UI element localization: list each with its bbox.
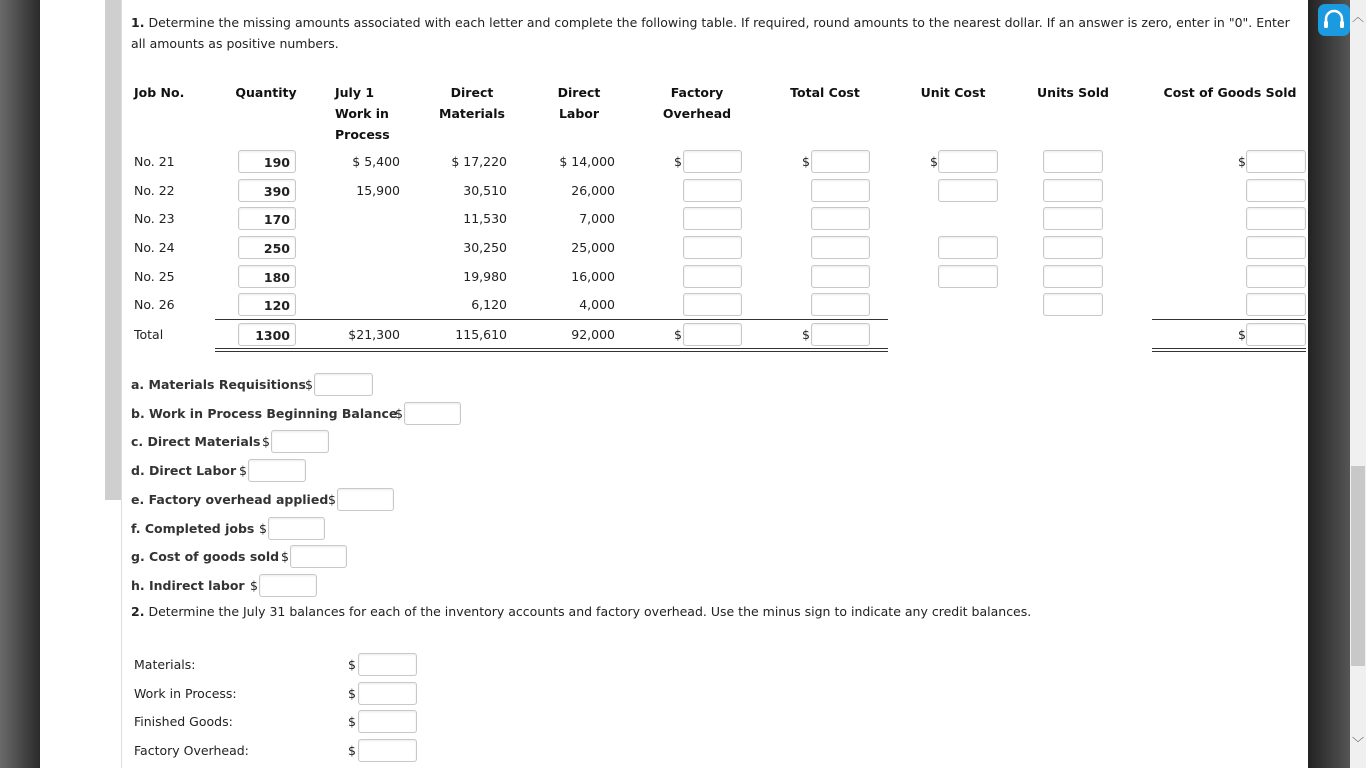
dollar-sign: $: [239, 463, 247, 479]
direct-labor-value: 4,000: [579, 297, 615, 312]
balance-input[interactable]: [358, 710, 417, 733]
column-header: Total Cost: [790, 85, 860, 100]
total-cost-input[interactable]: [811, 179, 870, 202]
question-number: 2.: [131, 604, 145, 619]
column-header: Direct Labor: [557, 85, 601, 121]
total-cost-input[interactable]: [811, 265, 870, 288]
job-number: Total: [134, 327, 164, 342]
cogs-input[interactable]: [1246, 150, 1306, 173]
job-number: No. 21: [134, 154, 175, 169]
answer-label: h. Indirect labor: [131, 577, 245, 593]
direct-labor-value: 16,000: [571, 269, 615, 284]
quantity-input[interactable]: 1300: [238, 323, 296, 346]
direct-materials-value: 115,610: [455, 327, 507, 342]
direct-materials-value: 30,250: [463, 240, 507, 255]
divider: [121, 0, 122, 768]
dollar-sign: $: [305, 377, 313, 392]
units-sold-input[interactable]: [1043, 179, 1103, 202]
dollar-sign: $: [259, 520, 267, 536]
total-rule: [215, 319, 888, 320]
factory-overhead-input[interactable]: [683, 293, 742, 316]
double-rule: [1152, 351, 1306, 352]
total-cost-input[interactable]: [811, 323, 870, 346]
units-sold-input[interactable]: [1043, 150, 1103, 173]
total-rule: [1152, 319, 1306, 320]
answer-label: a. Materials Requisitions: [131, 377, 306, 392]
balance-input[interactable]: [358, 682, 417, 705]
question-1: [131, 12, 1291, 54]
job-number: No. 26: [134, 297, 175, 312]
direct-materials-value: 11,530: [463, 211, 507, 226]
direct-materials-value: 30,510: [463, 183, 507, 198]
dollar-sign: $: [262, 434, 270, 450]
question-text: Determine the missing amounts associated with each letter and complete the following table. If required, round amounts to the nearest dollar. If an answer is zero, enter in "0". Enter all amounts as positive numbers.: [131, 15, 1290, 51]
answer-input[interactable]: [259, 574, 317, 597]
balance-label: Finished Goods:: [134, 714, 233, 730]
answer-label: f. Completed jobs: [131, 520, 255, 536]
unit-cost-input[interactable]: [938, 265, 998, 288]
job-number: No. 22: [134, 183, 175, 198]
dollar-sign: $: [348, 743, 356, 759]
unit-cost-input[interactable]: [938, 179, 998, 202]
answer-input[interactable]: [290, 545, 347, 568]
cogs-input[interactable]: [1246, 179, 1306, 202]
balance-input[interactable]: [358, 739, 417, 762]
column-header: Factory Overhead: [662, 85, 732, 121]
quantity-input[interactable]: 120: [238, 293, 296, 316]
column-header: Unit Cost: [920, 85, 986, 100]
unit-cost-input[interactable]: [938, 150, 998, 173]
scroll-down-icon[interactable]: ﹀: [1352, 736, 1365, 750]
balance-label: Work in Process:: [134, 685, 237, 701]
column-header: Cost of Goods Sold: [1163, 85, 1297, 100]
dollar-sign: $: [348, 657, 356, 672]
dollar-sign: $: [348, 685, 356, 701]
quantity-input[interactable]: 170: [238, 207, 296, 230]
answer-input[interactable]: [248, 459, 306, 482]
dollar-sign: $: [328, 491, 336, 507]
balance-input[interactable]: [358, 653, 417, 676]
answer-label: c. Direct Materials: [131, 434, 261, 450]
double-rule: [215, 348, 888, 349]
double-rule: [215, 351, 888, 352]
wip-value: 15,900: [356, 183, 400, 198]
quantity-input[interactable]: 190: [238, 150, 296, 173]
answer-input[interactable]: [271, 430, 329, 453]
column-header: Job No.: [134, 85, 185, 100]
direct-labor-value: 92,000: [571, 327, 615, 342]
dollar-sign: $: [348, 714, 356, 730]
total-cost-input[interactable]: [811, 150, 870, 173]
balance-label: Factory Overhead:: [134, 743, 249, 759]
answer-input[interactable]: [268, 517, 325, 540]
factory-overhead-input[interactable]: [683, 265, 742, 288]
scrollbar-thumb[interactable]: [1351, 466, 1365, 666]
factory-overhead-input[interactable]: [683, 150, 742, 173]
double-rule: [1152, 348, 1306, 349]
quantity-input[interactable]: 250: [238, 236, 296, 259]
wip-value: $ 5,400: [352, 154, 400, 169]
help-headset-icon[interactable]: [1318, 4, 1350, 36]
factory-overhead-input[interactable]: [683, 236, 742, 259]
answer-label: g. Cost of goods sold: [131, 549, 280, 565]
window-left-edge: [0, 0, 40, 768]
job-number: No. 25: [134, 269, 175, 284]
dollar-sign: $: [395, 405, 403, 421]
units-sold-input[interactable]: [1043, 207, 1103, 230]
factory-overhead-input[interactable]: [683, 207, 742, 230]
dollar-sign: $: [674, 154, 682, 169]
column-header: Quantity: [235, 85, 297, 100]
question-number: 1.: [131, 15, 145, 30]
total-cost-input[interactable]: [811, 293, 870, 316]
question-2: [131, 604, 1031, 619]
column-header: Units Sold: [1037, 85, 1109, 100]
answer-label: e. Factory overhead applied: [131, 491, 329, 507]
factory-overhead-input[interactable]: [683, 179, 742, 202]
direct-materials-value: 19,980: [463, 269, 507, 284]
direct-materials-value: $ 17,220: [451, 154, 507, 169]
dollar-sign: $: [802, 327, 810, 342]
answer-label: b. Work in Process Beginning Balance: [131, 405, 398, 421]
direct-labor-value: 25,000: [571, 240, 615, 255]
cogs-input[interactable]: [1246, 293, 1306, 316]
dollar-sign: $: [802, 154, 810, 169]
scroll-up-icon[interactable]: ︿: [1352, 10, 1365, 24]
units-sold-input[interactable]: [1043, 293, 1103, 316]
balance-label: Materials:: [134, 657, 196, 672]
dollar-sign: $: [1238, 327, 1246, 342]
answer-label: d. Direct Labor: [131, 463, 237, 479]
total-cost-input[interactable]: [811, 236, 870, 259]
window-right-edge: [1308, 0, 1350, 768]
wip-value: $21,300: [348, 327, 400, 342]
dollar-sign: $: [930, 154, 938, 169]
cogs-input[interactable]: [1246, 323, 1306, 346]
total-cost-input[interactable]: [811, 207, 870, 230]
units-sold-input[interactable]: [1043, 236, 1103, 259]
unit-cost-input[interactable]: [938, 236, 998, 259]
question-text: Determine the July 31 balances for each of the inventory accounts and factory overhead. Use the minus sign to indicate any credit balances.: [148, 604, 1032, 619]
cogs-input[interactable]: [1246, 265, 1306, 288]
quantity-input[interactable]: 390: [238, 179, 296, 202]
dollar-sign: $: [1238, 154, 1246, 169]
left-gutter: [105, 0, 122, 500]
column-header: July 1 Work in Process: [335, 85, 390, 142]
units-sold-input[interactable]: [1043, 265, 1103, 288]
direct-materials-value: 6,120: [471, 297, 507, 312]
dollar-sign: $: [674, 327, 682, 342]
dollar-sign: $: [250, 577, 258, 593]
direct-labor-value: 7,000: [579, 211, 615, 226]
factory-overhead-input[interactable]: [683, 323, 742, 346]
job-number: No. 24: [134, 240, 175, 255]
quantity-input[interactable]: 180: [238, 265, 296, 288]
answer-input[interactable]: [337, 488, 394, 511]
direct-labor-value: $ 14,000: [559, 154, 615, 169]
answer-input[interactable]: [404, 402, 461, 425]
job-number: No. 23: [134, 211, 175, 226]
answer-input[interactable]: [314, 373, 373, 396]
dollar-sign: $: [281, 549, 289, 565]
cogs-input[interactable]: [1246, 207, 1306, 230]
cogs-input[interactable]: [1246, 236, 1306, 259]
column-header: Direct Materials: [439, 85, 505, 121]
direct-labor-value: 26,000: [571, 183, 615, 198]
